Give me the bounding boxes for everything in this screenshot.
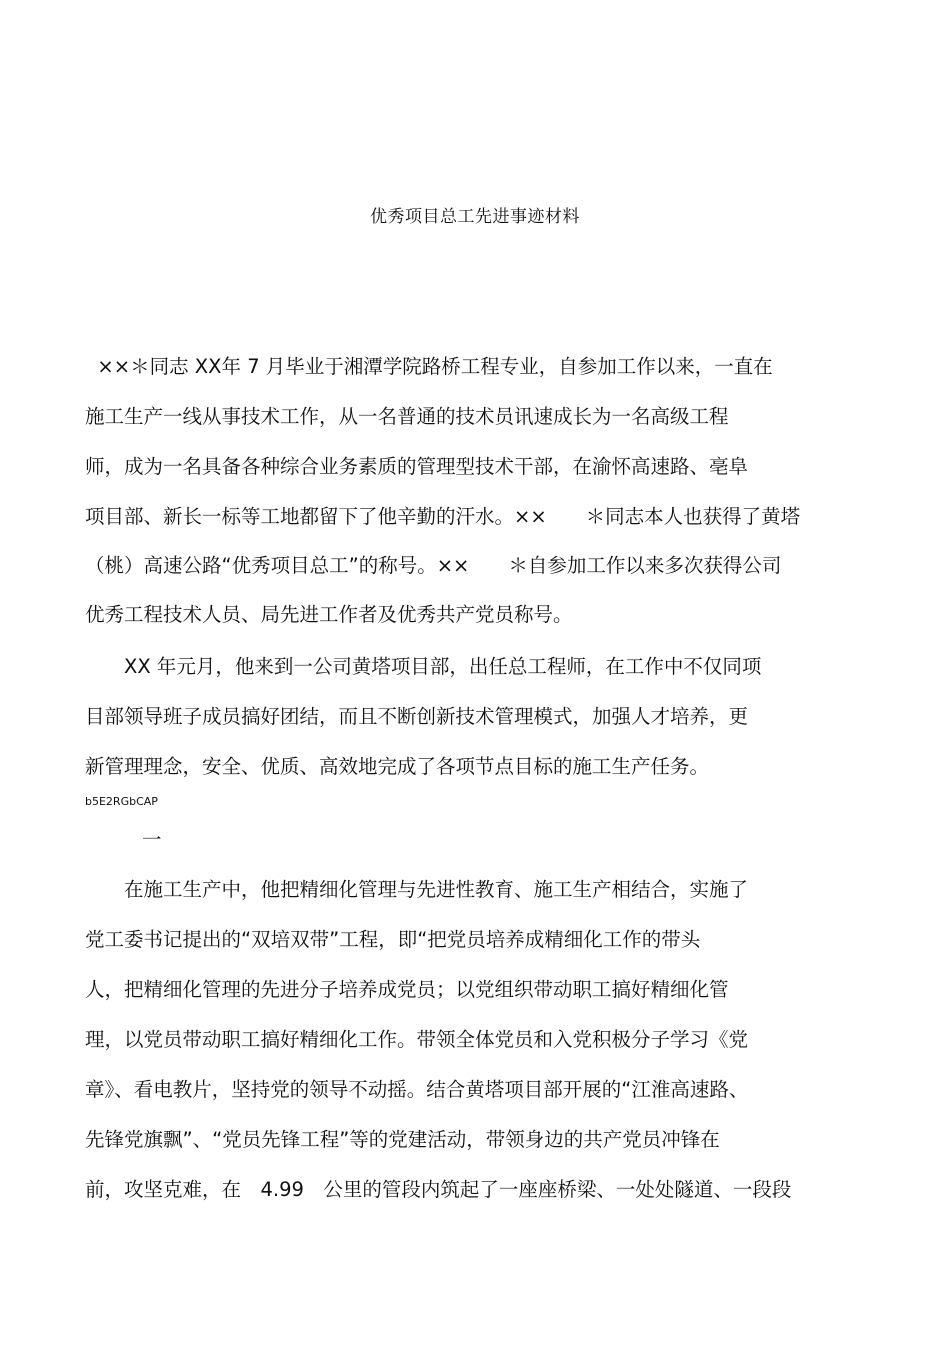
paragraph-3-line-1: 在施工生产中，他把精细化管理与先进性教育、施工生产相结合，实施了 [85, 878, 749, 901]
paragraph-2-line-3: 新管理理念，安全、优质、高效地完成了各项节点目标的施工生产任务。 [85, 755, 710, 778]
section-mark: 一 [142, 828, 162, 851]
paragraph-1-line-2: 施工生产一线从事技术工作，从一名普通的技术员讯速成长为一名高级工程 [85, 405, 729, 428]
paragraph-3-line-7: 前，攻坚克难，在 4.99 公里的管段内筑起了一座座桥梁、一处处隧道、一段段 [85, 1178, 792, 1201]
paragraph-1-line-1: ××＊同志 XX年 7 月毕业于湘潭学院路桥工程专业，自参加工作以来，一直在 [85, 355, 773, 378]
document-code: b5E2RGbCAP [85, 795, 158, 808]
paragraph-3-line-5: 章》、看电教片，坚持党的领导不动摇。结合黄塔项目部开展的“江淮高速路、 [85, 1078, 749, 1101]
paragraph-3-line-6: 先锋党旗飘”、“党员先锋工程”等的党建活动，带领身边的共产党员冲锋在 [85, 1128, 720, 1151]
paragraph-3-line-3: 人，把精细化管理的先进分子培养成党员；以党组织带动职工搞好精细化管 [85, 978, 729, 1001]
document-title: 优秀项目总工先进事迹材料 [370, 207, 580, 227]
paragraph-1-line-5: （桃）高速公路“优秀项目总工”的称号。×× ＊自参加工作以来多次获得公司 [85, 554, 782, 577]
paragraph-1-line-6: 优秀工程技术人员、局先进工作者及优秀共产党员称号。 [85, 603, 573, 626]
paragraph-2-line-1: XX 年元月，他来到一公司黄塔项目部，出任总工程师，在工作中不仅同项 [85, 655, 762, 678]
paragraph-1-line-4: 项目部、新长一标等工地都留下了他辛勤的汗水。×× ＊同志本人也获得了黄塔 [85, 505, 801, 528]
paragraph-1-line-3: 师，成为一名具备各种综合业务素质的管理型技术干部，在渝怀高速路、亳阜 [85, 455, 749, 478]
paragraph-3-line-4: 理，以党员带动职工搞好精细化工作。带领全体党员和入党积极分子学习《党 [85, 1028, 749, 1051]
paragraph-3-line-2: 党工委书记提出的“双培双带”工程，即“把党员培养成精细化工作的带头 [85, 928, 701, 951]
paragraph-2-line-2: 目部领导班子成员搞好团结，而且不断创新技术管理模式，加强人才培养，更 [85, 705, 749, 728]
